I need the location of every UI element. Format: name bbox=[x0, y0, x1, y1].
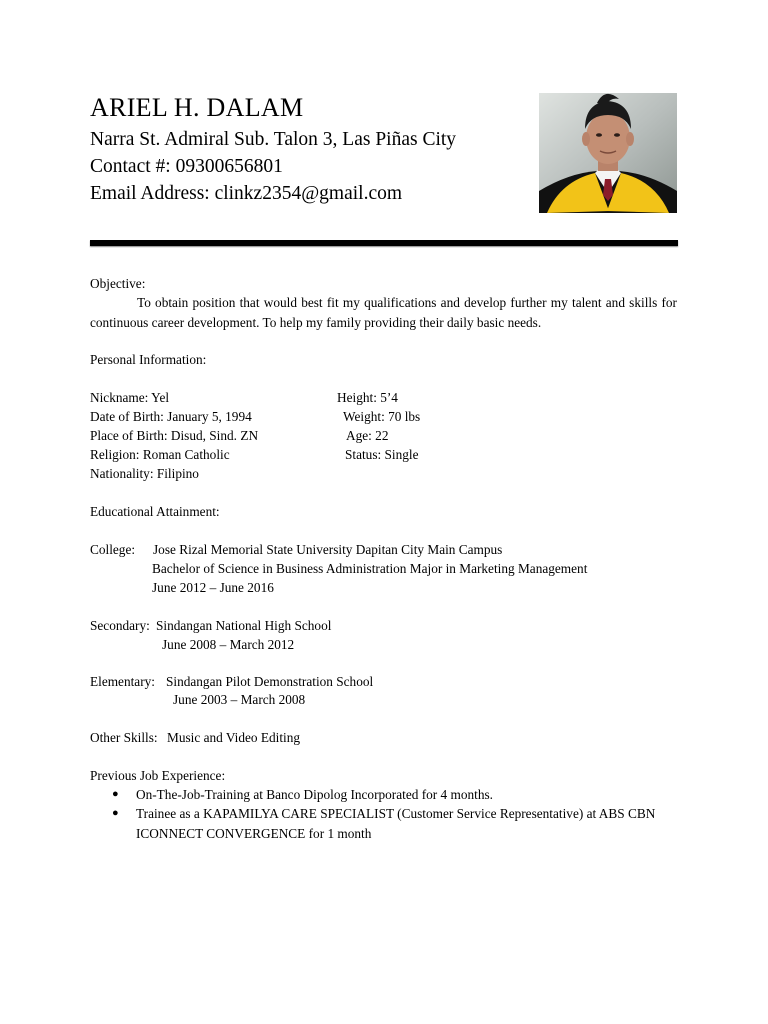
elementary-school: Sindangan Pilot Demonstration School bbox=[166, 674, 374, 689]
elementary-label: Elementary: bbox=[90, 674, 155, 689]
contact-line: Contact #: 09300656801 bbox=[90, 156, 283, 177]
objective-heading: Objective: bbox=[90, 276, 146, 291]
objective-text: To obtain position that would best fit my qualifications and develop further my talent and skills for continuous career development. To help my family providing their daily basic needs. bbox=[90, 295, 677, 330]
address-line: Narra St. Admiral Sub. Talon 3, Las Piñas City bbox=[90, 129, 457, 150]
college-course: Bachelor of Science in Business Administration Major in Marketing Management bbox=[152, 561, 588, 576]
secondary-label: Secondary: bbox=[90, 618, 150, 633]
email-line: Email Address: clinkz2354@gmail.com bbox=[90, 183, 403, 204]
skills-value: Music and Video Editing bbox=[167, 730, 301, 745]
age: Age: 22 bbox=[346, 428, 389, 443]
bullet-icon: ● bbox=[112, 788, 119, 800]
skills-label: Other Skills: bbox=[90, 730, 158, 745]
applicant-name: ARIEL H. DALAM bbox=[90, 93, 304, 122]
elementary-years: June 2003 – March 2008 bbox=[173, 692, 306, 707]
college-label: College: bbox=[90, 542, 136, 557]
place-of-birth: Place of Birth: Disud, Sind. ZN bbox=[90, 428, 259, 443]
height: Height: 5’4 bbox=[337, 390, 398, 405]
experience-heading: Previous Job Experience: bbox=[90, 768, 226, 783]
college-school: Jose Rizal Memorial State University Dapitan City Main Campus bbox=[153, 542, 503, 557]
religion: Religion: Roman Catholic bbox=[90, 447, 230, 462]
secondary-years: June 2008 – March 2012 bbox=[162, 637, 295, 652]
education-heading: Educational Attainment: bbox=[90, 504, 220, 519]
weight: Weight: 70 lbs bbox=[343, 409, 421, 424]
profile-photo bbox=[539, 93, 677, 213]
date-of-birth: Date of Birth: January 5, 1994 bbox=[90, 409, 252, 424]
nationality: Nationality: Filipino bbox=[90, 466, 199, 481]
secondary-school: Sindangan National High School bbox=[156, 618, 332, 633]
personal-info-heading: Personal Information: bbox=[90, 352, 207, 367]
bullet-icon: ● bbox=[112, 807, 119, 819]
experience-item: Trainee as a KAPAMILYA CARE SPECIALIST (Customer Service Representative) at ABS CBN ICONNECT CONVERGENCE for 1 month bbox=[136, 806, 656, 841]
header-divider bbox=[90, 240, 678, 246]
nickname: Nickname: Yel bbox=[90, 390, 170, 405]
college-years: June 2012 – June 2016 bbox=[152, 580, 274, 595]
civil-status: Status: Single bbox=[345, 447, 419, 462]
experience-item: On-The-Job-Training at Banco Dipolog Incorporated for 4 months. bbox=[136, 787, 493, 802]
